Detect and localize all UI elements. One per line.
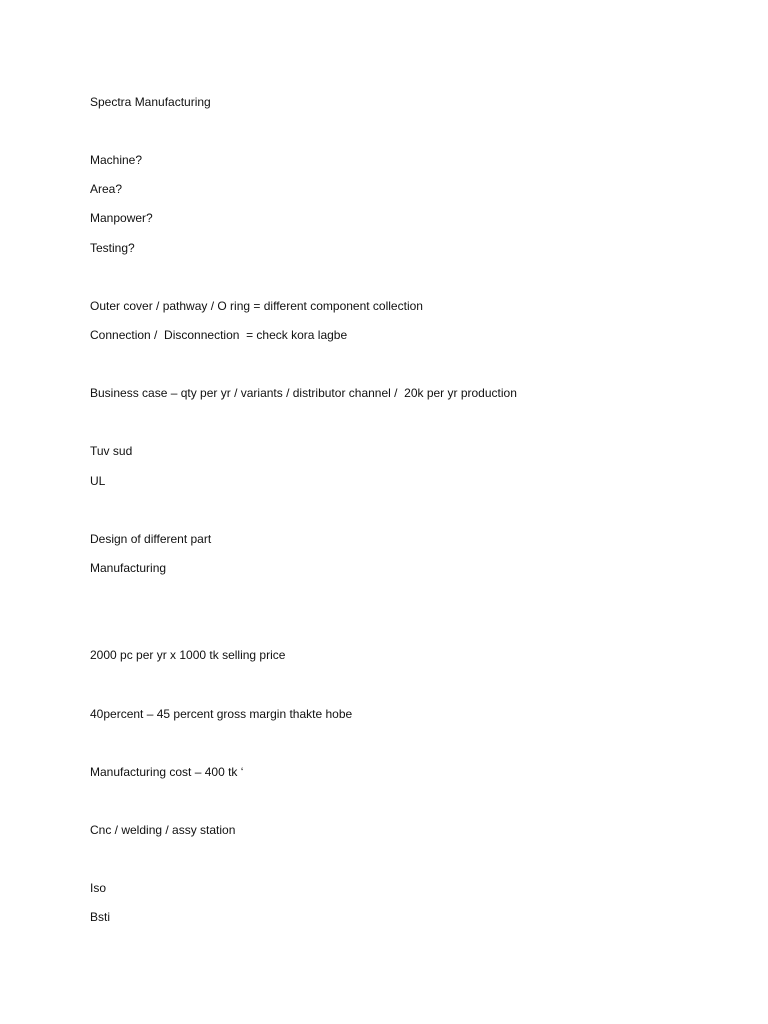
text-line: Area?: [90, 182, 123, 196]
text-line: Connection / Disconnection = check kora lagbe: [90, 328, 348, 342]
text-line: Iso: [90, 881, 107, 895]
text-line: Testing?: [90, 241, 135, 255]
text-line: Outer cover / pathway / O ring = different component collection: [90, 299, 423, 313]
text-line: Manpower?: [90, 211, 153, 225]
text-line: 40percent – 45 percent gross margin thakte hobe: [90, 707, 353, 721]
text-line: UL: [90, 474, 106, 488]
text-line: Machine?: [90, 153, 143, 167]
text-line: Design of different part: [90, 532, 212, 546]
text-line: Manufacturing cost – 400 tk ‘: [90, 765, 244, 779]
text-line: Manufacturing: [90, 561, 167, 575]
text-line: Tuv sud: [90, 444, 133, 458]
text-line: Bsti: [90, 910, 111, 924]
text-line: Cnc / welding / assy station: [90, 823, 236, 837]
document-title: Spectra Manufacturing: [90, 95, 211, 109]
text-line: Business case – qty per yr / variants / distributor channel / 20k per yr production: [90, 386, 517, 400]
text-line: 2000 pc per yr x 1000 tk selling price: [90, 648, 286, 662]
